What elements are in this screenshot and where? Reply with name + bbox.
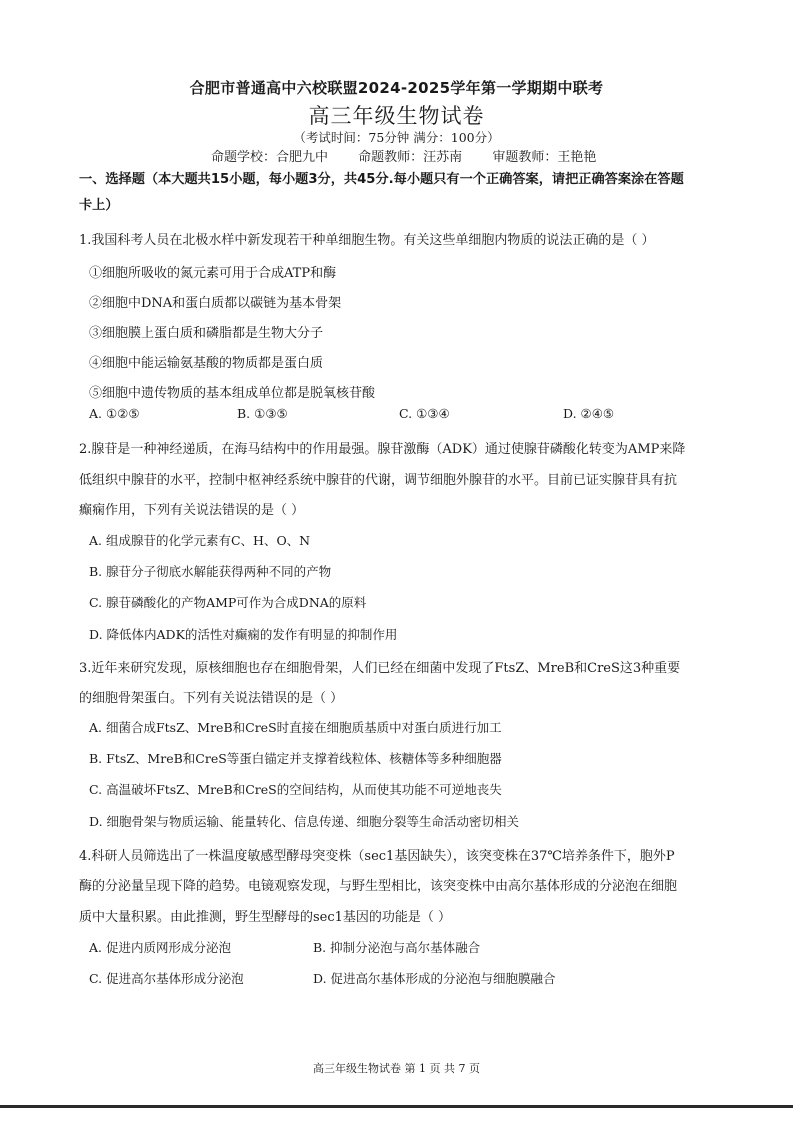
q1-option-c: C. ①③④ xyxy=(399,406,450,421)
q2-stem-line2: 低组织中腺苷的水平，控制中枢神经系统中腺苷的代谢，调节细胞外腺苷的水平。目前已证实腺苷具有抗 xyxy=(79,473,678,488)
q2-option-a: A. 组成腺苷的化学元素有C、H、O、N xyxy=(89,533,311,548)
q3-option-d: D. 细胞骨架与物质运输、能量转化、信息传递、细胞分裂等生命活动密切相关 xyxy=(89,814,520,829)
q1-statement-2: ②细胞中DNA和蛋白质都以碳链为基本骨架 xyxy=(89,296,342,311)
q4-stem-line3: 质中大量积累。由此推测，野生型酵母的sec1基因的功能是（ ） xyxy=(79,910,452,925)
q3-option-c: C. 高温破坏FtsZ、MreB和CreS的空间结构，从而使其功能不可逆地丧失 xyxy=(89,782,502,797)
q4-option-d: D. 促进高尔基体形成的分泌泡与细胞膜融合 xyxy=(313,971,556,986)
q3-option-a: A. 细菌合成FtsZ、MreB和CreS时直接在细胞质基质中对蛋白质进行加工 xyxy=(89,720,502,735)
exam-subtitle: 合肥市普通高中六校联盟2024-2025学年第一学期期中联考 xyxy=(189,79,604,97)
bottom-divider xyxy=(0,1105,793,1108)
section-heading xyxy=(79,167,727,219)
q2-stem-line1: 2.腺苷是一种神经递质，在海马结构中的作用最强。腺苷激酶（ADK）通过使腺苷磷酸化转变为AMP来降 xyxy=(79,442,686,457)
q1-option-b: B. ①③⑤ xyxy=(237,406,288,421)
section-heading-line2: 卡上） xyxy=(79,198,119,213)
q4-option-c: C. 促进高尔基体形成分泌泡 xyxy=(89,971,244,986)
school-label: 命题学校：合肥九中 xyxy=(211,150,329,165)
page-footer: 高三年级生物试卷 第 1 页 共 7 页 xyxy=(313,1062,480,1075)
q1-option-a: A. ①②⑤ xyxy=(89,406,140,421)
q2-stem-line3: 癫痫作用，下列有关说法错误的是（ ） xyxy=(79,503,305,518)
q3-option-b: B. FtsZ、MreB和CreS等蛋白锚定并支撑着线粒体、核糖体等多种细胞器 xyxy=(89,751,502,766)
exam-title: 高三年级生物试卷 xyxy=(308,104,485,128)
q1-stem: 1.我国科考人员在北极水样中新发现若干种单细胞生物。有关这些单细胞内物质的说法正确的是（ ） xyxy=(79,233,655,248)
q4-stem-line2: 酶的分泌量呈现下降的趋势。电镜观察发现，与野生型相比，该突变株中由高尔基体形成的分泌泡在细胞 xyxy=(79,879,678,894)
q1-statement-3: ③细胞膜上蛋白质和磷脂都是生物大分子 xyxy=(89,326,324,341)
exam-meta xyxy=(211,146,622,165)
q1-statement-1: ①细胞所吸收的氮元素可用于合成ATP和酶 xyxy=(89,266,337,281)
author-label: 命题教师：汪苏南 xyxy=(358,150,463,165)
q3-stem-line1: 3.近年来研究发现，原核细胞也存在细胞骨架，人们已经在细菌中发现了FtsZ、MreB和CreS这3种重要 xyxy=(79,661,681,676)
q1-statement-5: ⑤细胞中遗传物质的基本组成单位都是脱氧核苷酸 xyxy=(89,386,376,401)
q2-option-b: B. 腺苷分子彻底水解能获得两种不同的产物 xyxy=(89,564,332,579)
q4-option-a: A. 促进内质网形成分泌泡 xyxy=(89,940,231,955)
q1-statement-4: ④细胞中能运输氨基酸的物质都是蛋白质 xyxy=(89,356,324,371)
q1-option-d: D. ②④⑤ xyxy=(563,406,615,421)
q4-option-b: B. 抑制分泌泡与高尔基体融合 xyxy=(313,940,481,955)
q4-stem-line1: 4.科研人员筛选出了一株温度敏感型酵母突变株（sec1基因缺失），该突变株在37℃培养条件下，胞外P xyxy=(79,849,675,864)
reviewer-label: 审题教师：王艳艳 xyxy=(492,150,597,165)
exam-info: （考试时间：75分钟 满分：100分） xyxy=(293,130,500,145)
q2-option-d: D. 降低体内ADK的活性对癫痫的发作有明显的抑制作用 xyxy=(89,627,398,642)
q2-option-c: C. 腺苷磷酸化的产物AMP可作为合成DNA的原料 xyxy=(89,595,367,610)
q3-stem-line2: 的细胞骨架蛋白。下列有关说法错误的是（ ） xyxy=(79,691,344,706)
section-heading-line1: 一、选择题（本大题共15小题，每小题3分，共45分.每小题只有一个正确答案，请把正确答案涂在答题 xyxy=(79,172,684,187)
